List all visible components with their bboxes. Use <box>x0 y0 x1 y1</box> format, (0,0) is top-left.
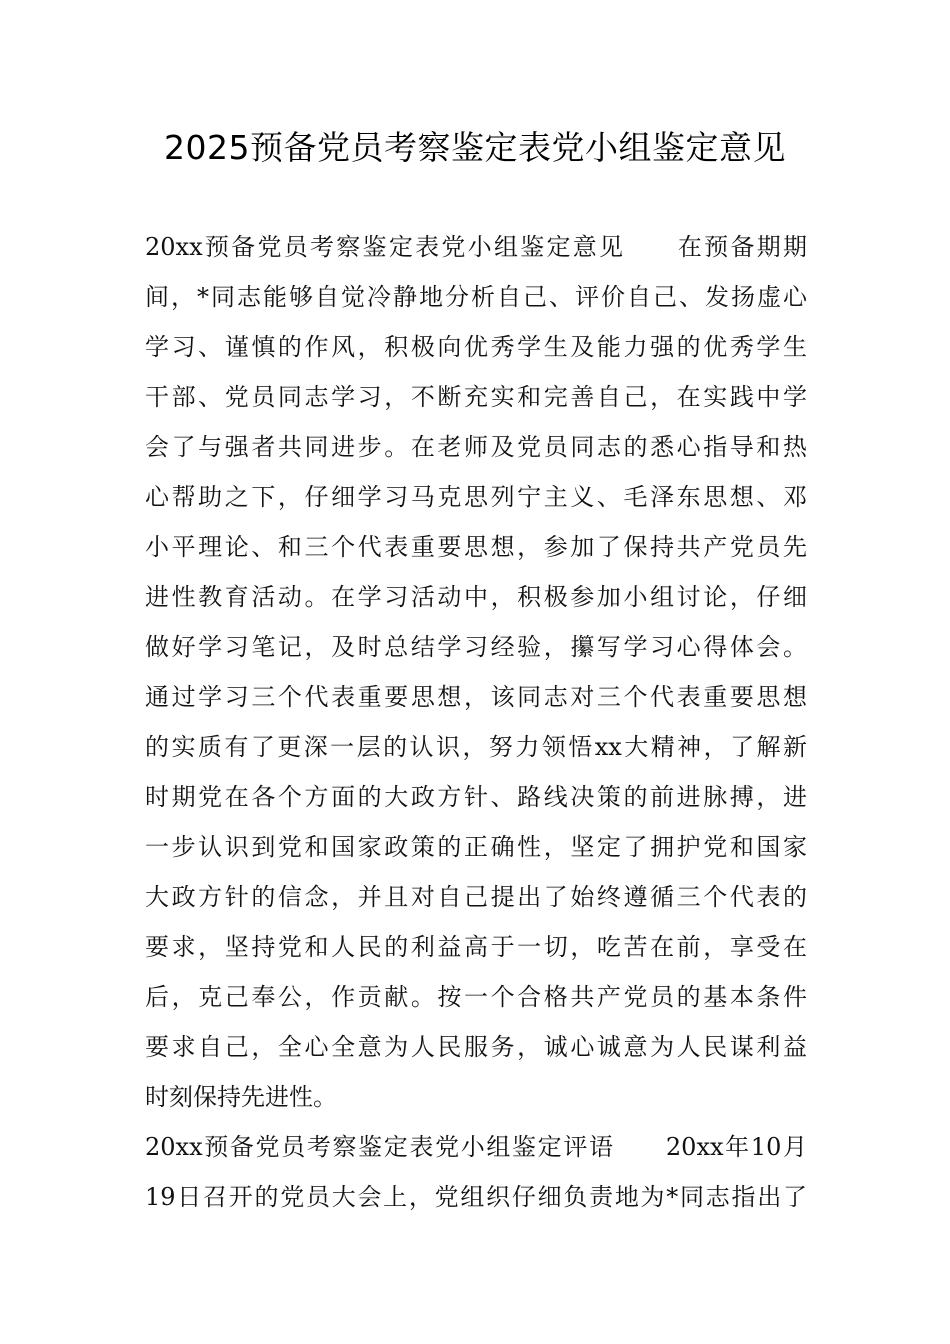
body-line: 学习、谨慎的作风，积极向优秀学生及能力强的优秀学生 <box>145 333 807 361</box>
body-line: 间，*同志能够自觉冷静地分析自己、评价自己、发扬虚心 <box>145 283 807 311</box>
body-line: 进性教育活动。在学习活动中，积极参加小组讨论，仔细 <box>145 583 807 611</box>
body-line: 干部、党员同志学习，不断充实和完善自己，在实践中学 <box>145 383 807 411</box>
body-line: 通过学习三个代表重要思想，该同志对三个代表重要思想 <box>145 683 807 711</box>
body-line: 心帮助之下，仔细学习马克思列宁主义、毛泽东思想、邓 <box>145 483 807 511</box>
body-line: 后，克己奉公，作贡献。按一个合格共产党员的基本条件 <box>145 983 807 1011</box>
document-body <box>145 222 807 1222</box>
document-title: 2025预备党员考察鉴定表党小组鉴定意见 <box>164 128 786 167</box>
body-line: 会了与强者共同进步。在老师及党员同志的悉心指导和热 <box>145 433 807 461</box>
body-line: 19日召开的党员大会上，党组织仔细负责地为*同志指出了 <box>145 1183 807 1211</box>
body-line: 大政方针的信念，并且对自己提出了始终遵循三个代表的 <box>145 883 807 911</box>
body-line: 时期党在各个方面的大政方针、路线决策的前进脉搏，进 <box>145 783 807 811</box>
body-line: 小平理论、和三个代表重要思想，参加了保持共产党员先 <box>145 533 807 561</box>
body-line: 做好学习笔记，及时总结学习经验，攥写学习心得体会。 <box>145 633 807 661</box>
body-line: 一步认识到党和国家政策的正确性，坚定了拥护党和国家 <box>145 833 807 861</box>
body-line: 时刻保持先进性。 <box>145 1083 337 1111</box>
body-line: 的实质有了更深一层的认识，努力领悟xx大精神，了解新 <box>145 733 807 761</box>
body-line: 20xx预备党员考察鉴定表党小组鉴定评语 20xx年10月 <box>145 1133 807 1161</box>
body-line: 要求，坚持党和人民的利益高于一切，吃苦在前，享受在 <box>145 933 807 961</box>
body-line: 要求自己，全心全意为人民服务，诚心诚意为人民谋利益 <box>145 1033 807 1061</box>
body-line: 20xx预备党员考察鉴定表党小组鉴定意见 在预备期期 <box>145 233 807 261</box>
